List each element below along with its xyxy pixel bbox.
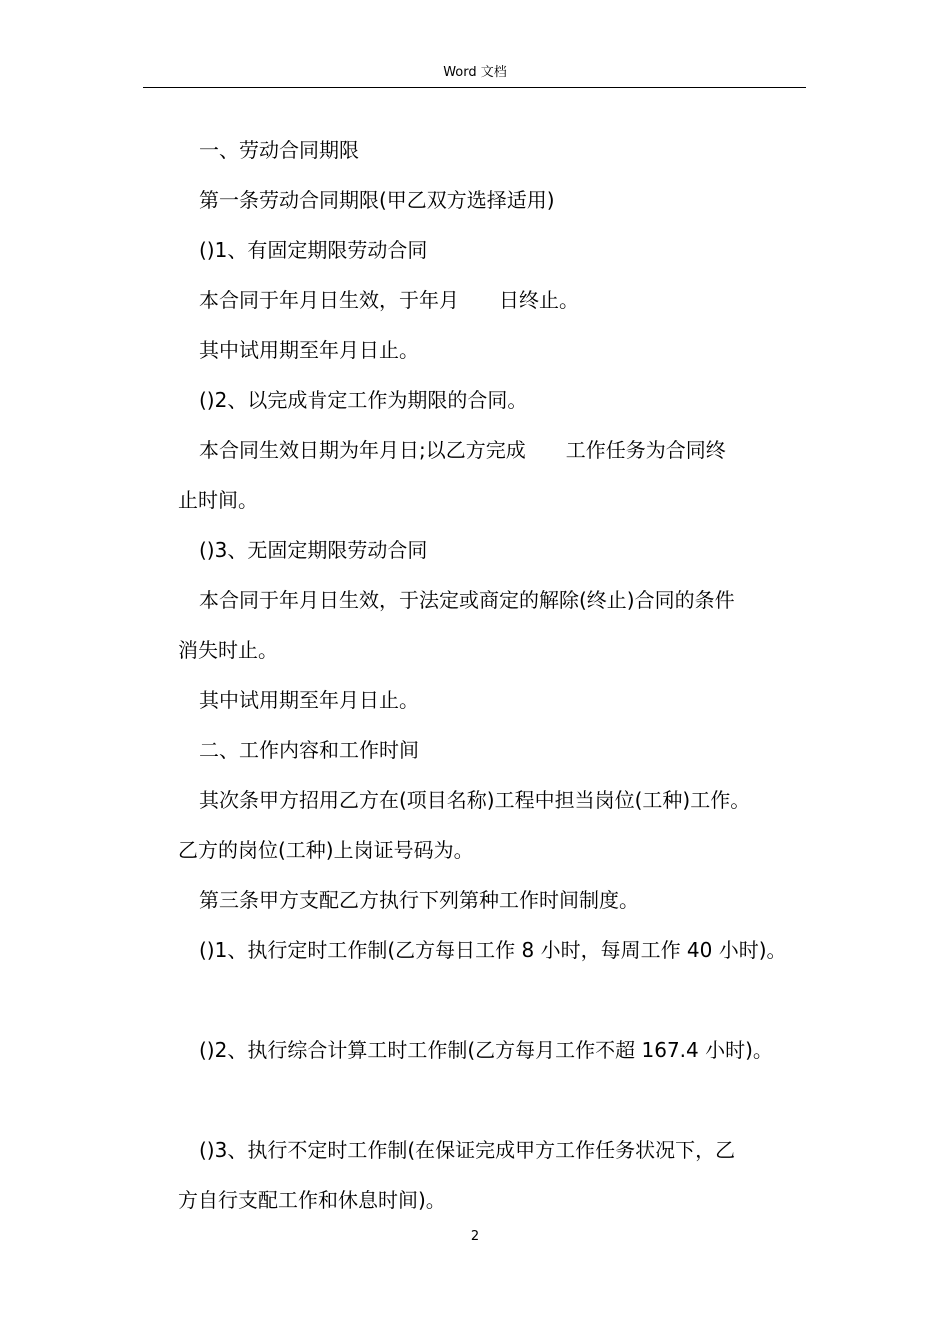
section-heading-contract-term: 一、劳动合同期限: [199, 138, 359, 162]
article-1-title: 第一条劳动合同期限(甲乙双方选择适用): [199, 188, 555, 212]
option-3-effective-text: 本合同于年月日生效，于法定或商定的解除(终止)合同的条件: [199, 588, 735, 612]
option-2-effective-text-cont: 止时间。: [178, 488, 258, 512]
article-2-text-cont: 乙方的岗位(工种)上岗证号码为。: [178, 838, 474, 862]
article-3-title: 第三条甲方支配乙方执行下列第种工作时间制度。: [199, 888, 639, 912]
section-heading-work-content: 二、工作内容和工作时间: [199, 738, 419, 762]
option-3-probation-text: 其中试用期至年月日止。: [199, 688, 419, 712]
option-1-effective-text: 本合同于年月日生效，于年月 日终止。: [199, 288, 579, 312]
work-hours-option-3-cont: 方自行支配工作和休息时间)。: [178, 1188, 446, 1212]
option-2-task-term: ()2、以完成肯定工作为期限的合同。: [199, 388, 528, 412]
page-header: Word 文档: [443, 65, 507, 80]
header-divider: [143, 87, 806, 88]
article-2-text: 其次条甲方招用乙方在(项目名称)工程中担当岗位(工种)工作。: [199, 788, 751, 812]
option-3-open-term: ()3、无固定期限劳动合同: [199, 538, 428, 562]
option-3-effective-text-cont: 消失时止。: [178, 638, 278, 662]
page-number: 2: [470, 1229, 480, 1244]
option-2-effective-text: 本合同生效日期为年月日;以乙方完成 工作任务为合同终: [199, 438, 726, 462]
option-1-fixed-term: ()1、有固定期限劳动合同: [199, 238, 428, 262]
work-hours-option-2: ()2、执行综合计算工时工作制(乙方每月工作不超 167.4 小时)。: [199, 1038, 773, 1062]
work-hours-option-3: ()3、执行不定时工作制(在保证完成甲方工作任务状况下，乙: [199, 1138, 736, 1162]
option-1-probation-text: 其中试用期至年月日止。: [199, 338, 419, 362]
work-hours-option-1: ()1、执行定时工作制(乙方每日工作 8 小时，每周工作 40 小时)。: [199, 938, 787, 962]
